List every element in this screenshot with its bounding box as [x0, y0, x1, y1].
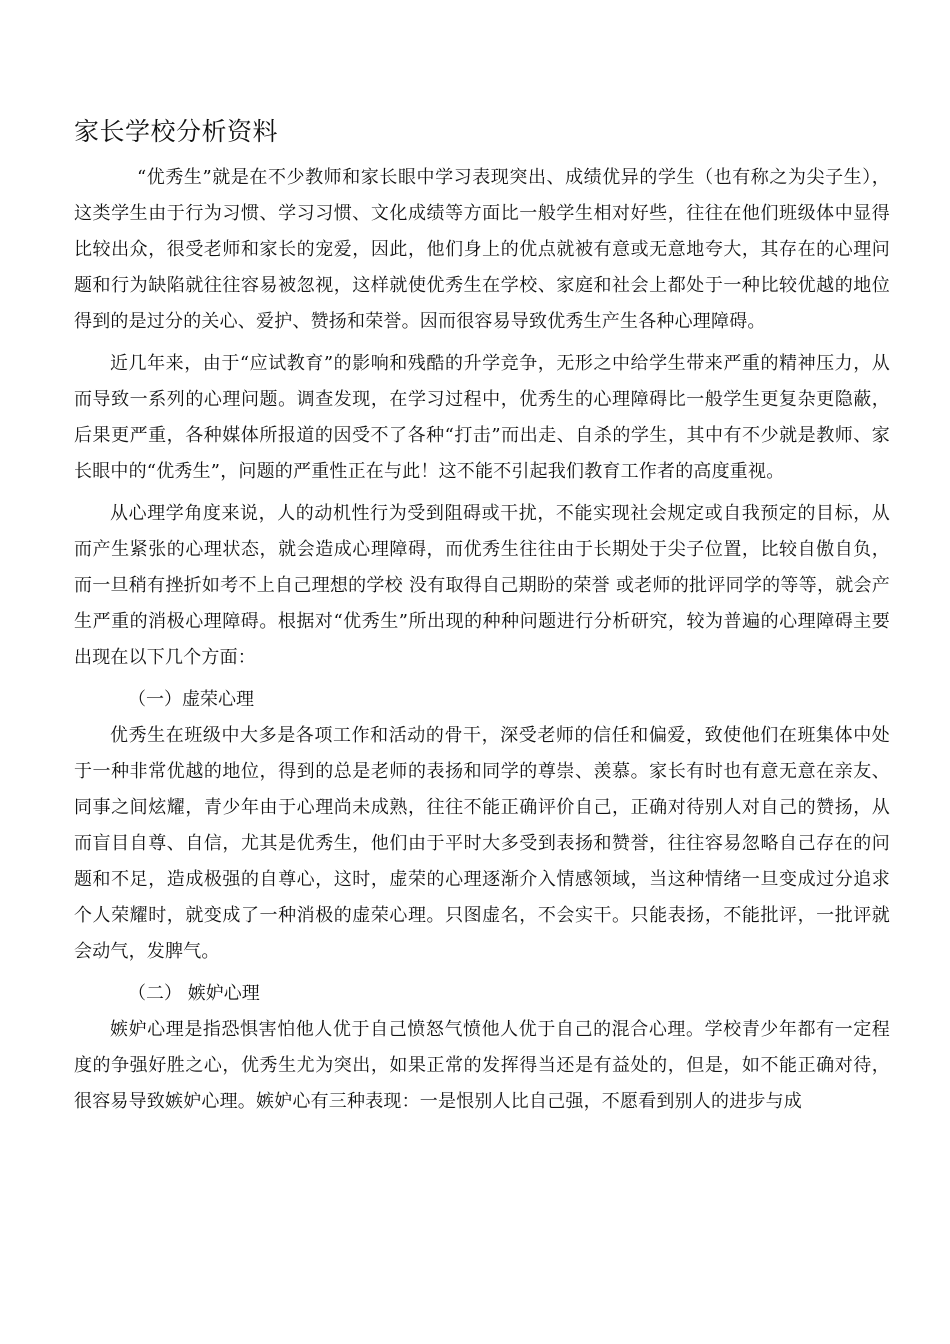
- document-page: [74, 114, 890, 1126]
- section-heading-jealousy: （二） 嫉妒心理: [128, 983, 260, 1004]
- paragraph-vanity: 优秀生在班级中大多是各项工作和活动的骨干，深受老师的信任和偏爱，致使他们在班集体中处于一种非常优越的地位，得到的总是老师的表扬和同学的尊崇、羡慕。家长有时也有意无意在亲友、同事之间炫耀，青少年由于心理尚未成熟，往往不能正确评价自己，正确对待别人对自己的赞扬，从而盲目自尊、自信，尤其是优秀生，他们由于平时大多受到表扬和赞誉，往往容易忽略自己存在的问题和不足，造成极强的自尊心，这时，虚荣的心理逐渐介入情感领域，当这种情绪一旦变成过分追求个人荣耀时，就变成了一种消极的虚荣心理。只图虚名，不会实干。只能表扬，不能批评，一批评就会动气，发脾气。: [74, 725, 890, 962]
- paragraph-psychology: 从心理学角度来说，人的动机性行为受到阻碍或干扰，不能实现社会规定或自我预定的目标，从而产生紧张的心理状态，就会造成心理障碍，而优秀生往往由于长期处于尖子位置，比较自傲自负，而一旦稍有挫折如考不上自己理想的学校 没有取得自己期盼的荣誉 或老师的批评同学的等等，就会产生严重的消极心理障碍。根据对“优秀生”所出现的种种问题进行分析研究，较为普遍的心理障碍主要出现在以下几个方面：: [74, 503, 890, 668]
- document-title: 家长学校分析资料: [74, 117, 279, 146]
- paragraph-background: 近几年来，由于“应试教育”的影响和残酷的升学竞争，无形之中给学生带来严重的精神压力，从而导致一系列的心理问题。调查发现，在学习过程中，优秀生的心理障碍比一般学生更复杂更隐蔽，后果更严重，各种媒体所报道的因受不了各种“打击”而出走、自杀的学生，其中有不少就是教师、家长眼中的“优秀生”，问题的严重性正在与此！这不能不引起我们教育工作者的高度重视。: [74, 353, 890, 482]
- section-heading-vanity: （一）虚荣心理: [128, 689, 254, 710]
- paragraph-jealousy: 嫉妒心理是指恐惧害怕他人优于自己愤怒气愤他人优于自己的混合心理。学校青少年都有一定程度的争强好胜之心，优秀生尤为突出，如果正常的发挥得当还是有益处的，但是，如不能正确对待，很容易导致嫉妒心理。嫉妒心有三种表现：一是恨别人比自己强，不愿看到别人的进步与成: [74, 1019, 890, 1112]
- paragraph-intro: “优秀生”就是在不少教师和家长眼中学习表现突出、成绩优异的学生（也有称之为尖子生），这类学生由于行为习惯、学习习惯、文化成绩等方面比一般学生相对好些，往往在他们班级体中显得比较出众，很受老师和家长的宠爱，因此，他们身上的优点就被有意或无意地夸大，其存在的心理问题和行为缺陷就往往容易被忽视，这样就使优秀生在学校、家庭和社会上都处于一种比较优越的地位 得到的是过分的关心、爱护、赞扬和荣誉。因而很容易导致优秀生产生各种心理障碍。: [74, 167, 890, 332]
